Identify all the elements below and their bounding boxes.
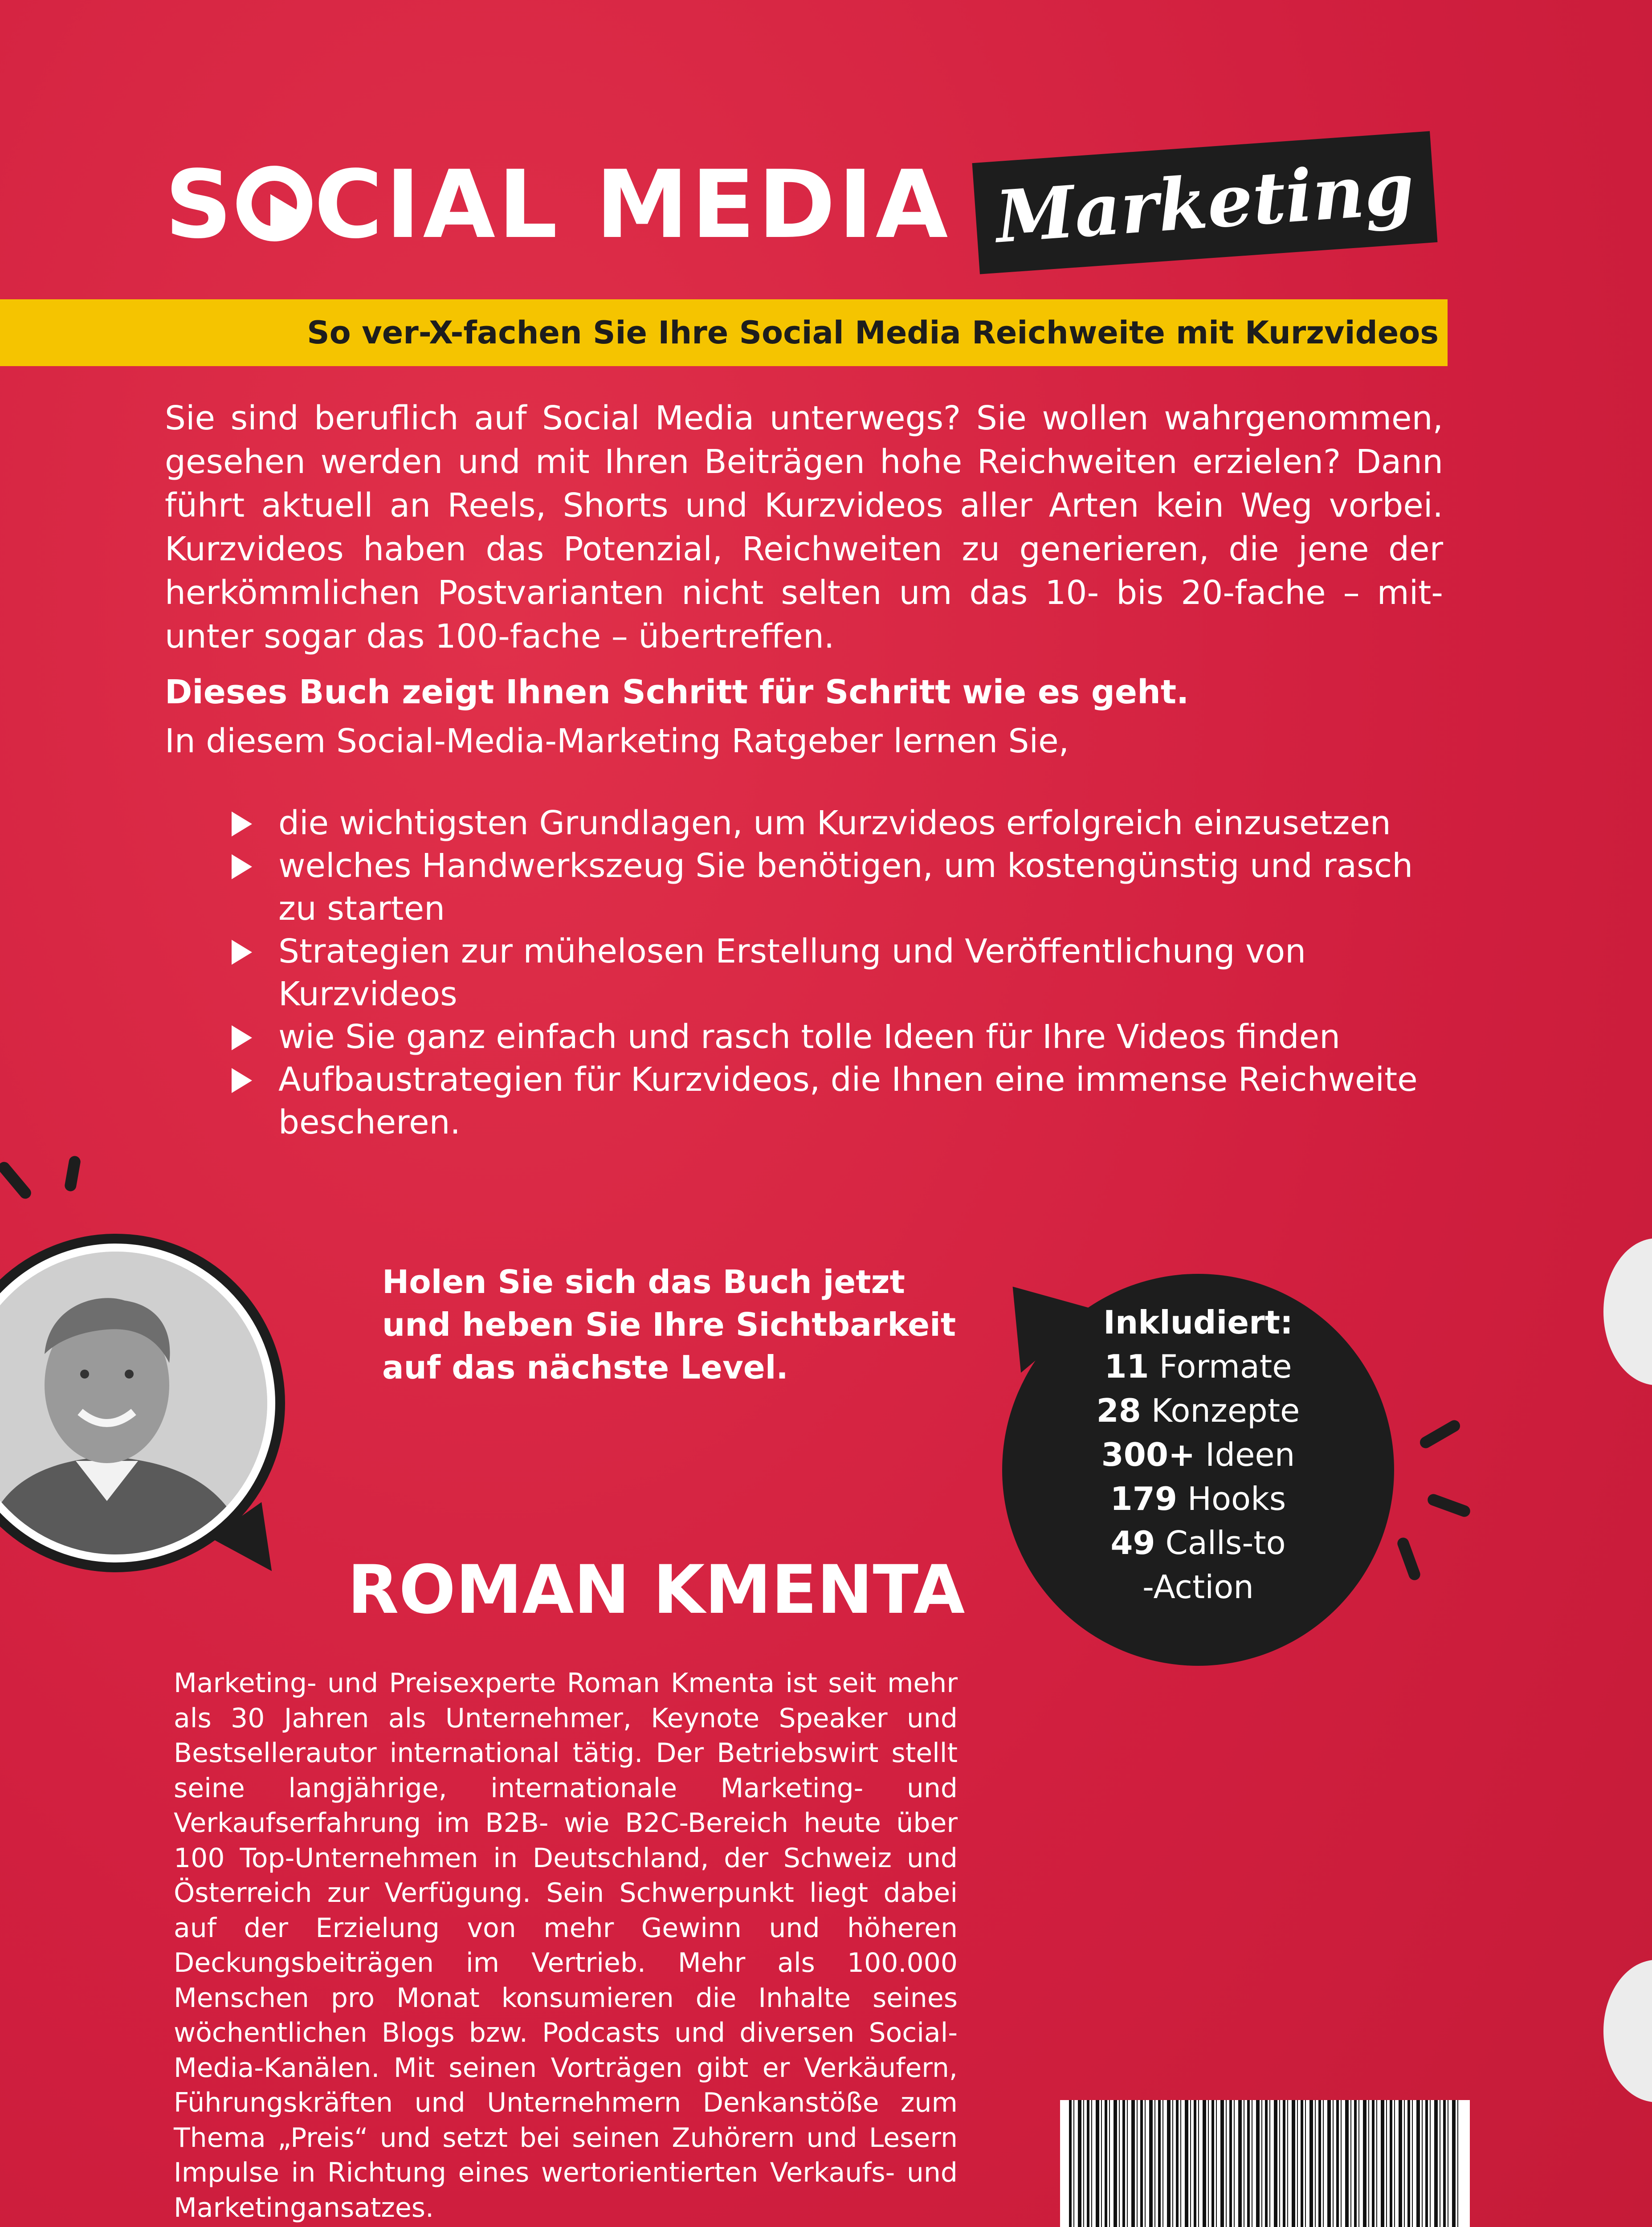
- title-social-media: [165, 147, 950, 263]
- play-icon: [237, 166, 312, 241]
- includes-item: 300+ Ideen: [1101, 1436, 1295, 1473]
- title-letter-s: S: [165, 150, 235, 259]
- bullet-triangle-icon: [232, 1068, 252, 1093]
- list-item: Aufbaustrategien für Kurzvideos, die Ihnen eine immense Reichweite bescheren.: [227, 1058, 1430, 1144]
- list-item: welches Handwerkszeug Sie benötigen, um kostengünstig und rasch zu starten: [227, 844, 1430, 930]
- call-to-action-text: Holen Sie sich das Buch jetzt und heben Sie Ihre Sichtbarkeit auf das nächste Level.: [382, 1263, 956, 1386]
- marketing-tag-text: Marketing: [993, 146, 1417, 259]
- includes-item: 49 Calls-to: [1110, 1524, 1286, 1562]
- author-name: ROMAN KMENTA: [347, 1551, 965, 1629]
- list-item: die wichtigsten Grundlagen, um Kurzvideos erfolgreich einzusetzen: [227, 802, 1430, 844]
- decor-dash: [1396, 1536, 1422, 1582]
- bullet-triangle-icon: [232, 812, 252, 836]
- subtitle: So ver-X-fachen Sie Ihre Social Media Reichweite mit Kurzvideos: [307, 314, 1439, 351]
- barcode-icon: [1069, 2100, 1461, 2227]
- title-rest: CIAL MEDIA: [314, 150, 951, 259]
- lead-line: In diesem Social-Media-Marketing Ratgeber lernen Sie,: [165, 722, 1069, 760]
- intro-paragraph: Sie sind beruflich auf Social Media unterwegs? Sie wollen wahrgenommen, gesehen werden und mit Ihren Beiträgen hohe Reichweiten erzielen? Dann führt aktuell an Reels, Shorts und Kurzvideos aller Arten kein Weg vorbei. Kurzvideos haben das Potenzial, Reichweiten zu generieren, die jene der herkömmlichen Postvarianten nicht selten um das 10- bis 20-fache – mit-unter sogar das 100-fache – übertreffen.: [165, 399, 1443, 656]
- decor-dash: [0, 1159, 33, 1201]
- includes-item: 28 Konzepte: [1096, 1392, 1300, 1429]
- decor-dash: [64, 1155, 81, 1192]
- benefit-list: [227, 802, 1430, 1144]
- bullet-triangle-icon: [232, 940, 252, 965]
- bullet-triangle-icon: [232, 1025, 252, 1050]
- includes-list: [1020, 1301, 1376, 1609]
- includes-heading: Inkludiert:: [1103, 1304, 1293, 1341]
- author-bio: Marketing- und Preisexperte Roman Kmenta ist seit mehr als 30 Jahren als Unternehmer, Keynote Speaker und Bestsellerautor international tätig. Der Betriebswirt stellt seine langjährige, internationale Marketing- und Verkaufserfahrung im B2B- wie B2C-Bereich heute über 100 Top-Unternehmen in Deutschland, der Schweiz und Österreich zur Verfügung. Sein Schwerpunkt liegt dabei auf der Erzielung von mehr Gewinn und höheren Deckungsbeiträgen im Vertrieb. Mehr als 100.000 Menschen pro Monat konsumieren die Inhalte seines wöchentlichen Blogs bzw. Podcasts und diversen Social-Media-Kanälen. Mit seinen Vorträgen gibt er Verkäufern, Führungskräften und Unternehmern Denkanstöße zum Thema „Preis“ und setzt bei seinen Zuhörern und Lesern Impulse in Richtung eines wertorientierten Verkaufs- und Marketingansatzes.: [174, 1668, 958, 2223]
- highlight-line: Dieses Buch zeigt Ihnen Schritt für Schritt wie es geht.: [165, 673, 1189, 711]
- includes-item: 11 Formate: [1104, 1348, 1292, 1385]
- list-item: wie Sie ganz einfach und rasch tolle Ideen für Ihre Videos finden: [227, 1016, 1430, 1058]
- includes-item-continued: -Action: [1142, 1568, 1254, 1606]
- decor-circle: [1603, 1238, 1652, 1385]
- decor-dash: [1426, 1493, 1472, 1519]
- includes-item: 179 Hooks: [1110, 1480, 1286, 1517]
- bullet-triangle-icon: [232, 854, 252, 879]
- decor-circle: [1603, 1960, 1652, 2102]
- list-item: Strategien zur mühelosen Erstellung und Veröffentlichung von Kurzvideos: [227, 930, 1430, 1016]
- decor-dash: [1418, 1418, 1462, 1451]
